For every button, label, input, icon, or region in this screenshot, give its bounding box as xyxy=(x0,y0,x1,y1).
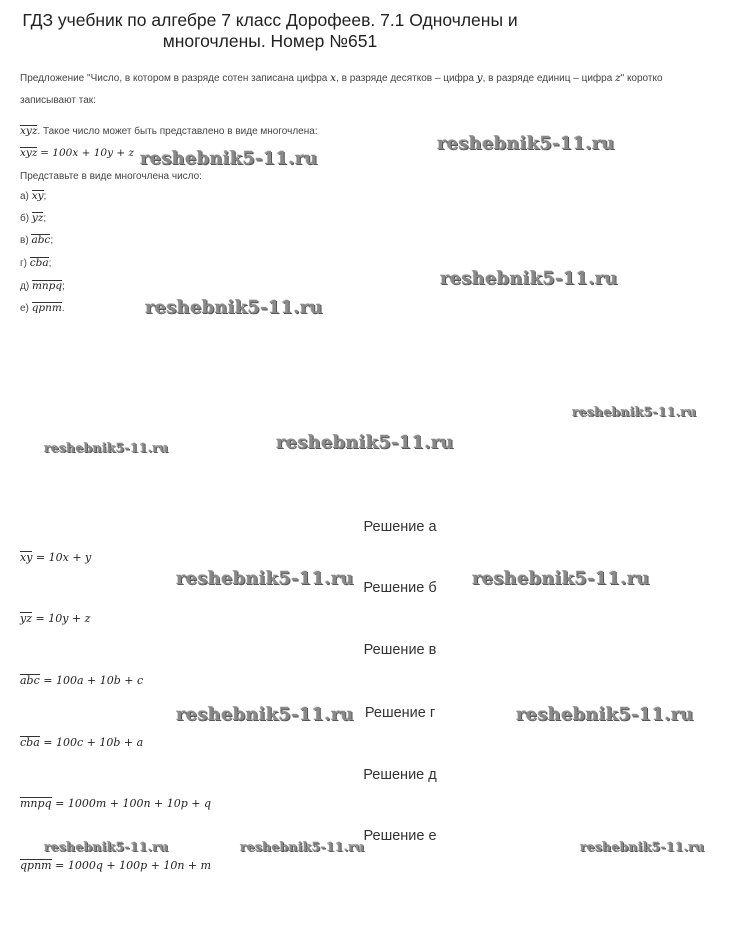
solution-heading: Решение д xyxy=(363,767,437,783)
solution-formula xyxy=(20,797,211,810)
solution-formula xyxy=(20,551,91,564)
solution-heading: Решение б xyxy=(363,580,437,596)
task-expression: mnpq xyxy=(31,280,63,292)
task-item: а) xy; xyxy=(20,190,47,202)
task-item: б) yz; xyxy=(20,212,47,224)
task-letter: в) xyxy=(20,235,29,246)
task-item: в) abc; xyxy=(20,234,54,246)
task-item: д) mnpq; xyxy=(20,280,65,292)
watermark: reshebnik5-11.ru xyxy=(140,148,318,169)
task-expression: abc xyxy=(31,234,51,246)
task-letter: е) xyxy=(20,303,29,314)
page-title-line1: ГДЗ учебник по алгебре 7 класс Дорофеев. 7.1 Одночлены и xyxy=(22,10,518,30)
watermark: reshebnik5-11.ru xyxy=(440,268,618,289)
solution-rhs: = 10y + z xyxy=(35,612,91,625)
watermark: reshebnik5-11.ru xyxy=(437,133,615,154)
solution-rhs: = 100a + 10b + c xyxy=(43,674,144,687)
task-expression: cba xyxy=(29,257,49,269)
task-expression: yz xyxy=(31,212,44,224)
intro-line2: записывают так: xyxy=(20,95,96,106)
solution-heading: Решение в xyxy=(363,642,437,658)
solution-heading: Решение е xyxy=(363,828,437,844)
solution-rhs: = 100c + 10b + a xyxy=(43,736,144,749)
watermark: reshebnik5-11.ru xyxy=(580,839,705,854)
solution-lhs: yz xyxy=(20,612,33,625)
task-expression: qpnm xyxy=(31,302,62,314)
watermark: reshebnik5-11.ru xyxy=(176,704,354,725)
watermark: reshebnik5-11.ru xyxy=(516,704,694,725)
solution-formula xyxy=(20,859,211,872)
solution-lhs: mnpq xyxy=(20,797,52,810)
solution-lhs: xy xyxy=(20,551,33,564)
solution-heading: Решение а xyxy=(363,519,437,535)
task-item: е) qpnm. xyxy=(20,302,65,314)
watermark: reshebnik5-11.ru xyxy=(572,404,697,419)
solution-lhs: cba xyxy=(20,736,40,749)
task-letter: д) xyxy=(20,281,30,292)
solution-rhs: = 1000q + 100p + 10n + m xyxy=(55,859,212,872)
watermark: reshebnik5-11.ru xyxy=(276,432,454,453)
task-letter: б) xyxy=(20,213,30,224)
xyz-formula: xyz = 100x + 10y + z xyxy=(20,147,135,159)
solution-heading: Решение г xyxy=(364,705,436,721)
watermark: reshebnik5-11.ru xyxy=(240,839,365,854)
watermark: reshebnik5-11.ru xyxy=(472,568,650,589)
solution-rhs: = 1000m + 100n + 10p + q xyxy=(55,797,212,810)
solution-lhs: qpnm xyxy=(20,859,52,872)
intro-paragraph: Предложение "Число, в котором в разряде сотен записана цифра x, в разряде десятков – цифра y, в разряде единиц – цифра z" коротко xyxy=(20,72,663,84)
task-expression: xy xyxy=(31,190,44,202)
page-title xyxy=(0,10,540,52)
solution-formula xyxy=(20,736,143,749)
watermark: reshebnik5-11.ru xyxy=(145,297,323,318)
task-item: г) cba; xyxy=(20,257,52,269)
xyz-intro: xyz. Такое число может быть представлено в виде многочлена: xyxy=(20,125,318,137)
task-text: Представьте в виде многочлена число: xyxy=(20,171,202,182)
solution-formula xyxy=(20,674,143,687)
watermark: reshebnik5-11.ru xyxy=(44,839,169,854)
solution-lhs: abc xyxy=(20,674,40,687)
task-letter: г) xyxy=(20,258,27,269)
solution-rhs: = 10x + y xyxy=(35,551,92,564)
watermark: reshebnik5-11.ru xyxy=(44,440,169,455)
task-letter: а) xyxy=(20,191,29,202)
page-title-line2: многочлены. Номер №651 xyxy=(162,31,378,51)
watermark: reshebnik5-11.ru xyxy=(176,568,354,589)
solution-formula xyxy=(20,612,90,625)
